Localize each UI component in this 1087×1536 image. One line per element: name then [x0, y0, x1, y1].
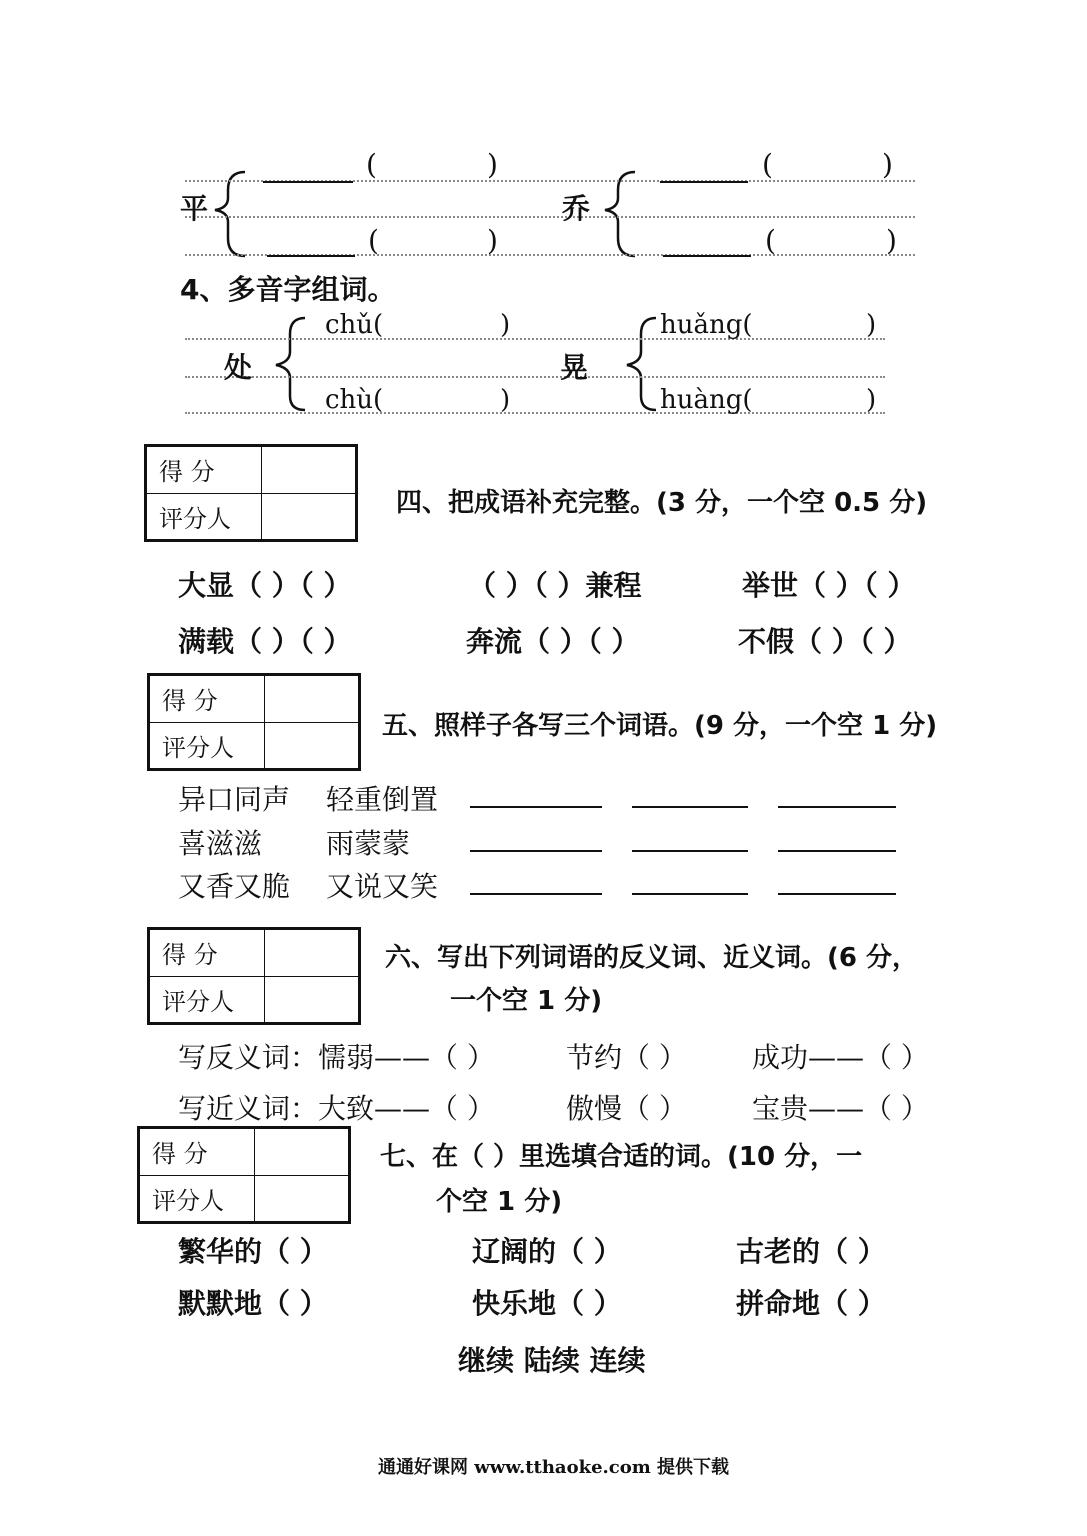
- grader-label: 评分人: [147, 493, 262, 540]
- answer-line[interactable]: [632, 893, 748, 895]
- grader-label: 评分人: [140, 1175, 255, 1222]
- grader-cell[interactable]: [254, 1175, 348, 1222]
- score-box: [137, 1126, 351, 1224]
- score-label: 得 分: [140, 1129, 255, 1176]
- score-cell[interactable]: [264, 930, 358, 977]
- paren-close: ): [500, 385, 511, 415]
- section-title: 六、写出下列词语的反义词、近义词。(6 分，: [385, 943, 919, 973]
- paren-close: ): [886, 224, 897, 257]
- footer-credit: 通通好课网 www.tthaoke.com 提供下载: [378, 1457, 730, 1478]
- score-cell[interactable]: [254, 1129, 348, 1176]
- idiom-1[interactable]: 大显（ ）（ ）: [178, 569, 352, 602]
- paren-close: ): [500, 310, 511, 340]
- section-title-cont: 一个空 1 分): [450, 986, 603, 1016]
- answer-line[interactable]: [660, 181, 748, 183]
- score-label: 得 分: [150, 676, 265, 723]
- char-chu: 处: [224, 351, 253, 384]
- paren-close: ): [866, 385, 877, 415]
- section-title: 4、多音字组词。: [180, 273, 396, 306]
- dotted-guide: [185, 216, 915, 218]
- score-box: [147, 673, 361, 771]
- paren-open: (: [366, 148, 377, 181]
- answer-line[interactable]: [778, 893, 896, 895]
- paren-close: ): [487, 148, 498, 181]
- section-title-cont: 个空 1 分): [436, 1187, 563, 1217]
- paren-open: (: [765, 224, 776, 257]
- answer-line[interactable]: [778, 806, 896, 808]
- fill-item[interactable]: 拼命地（ ）: [736, 1287, 886, 1320]
- fill-item[interactable]: 辽阔的（ ）: [472, 1235, 622, 1268]
- score-box: [147, 927, 361, 1025]
- answer-line[interactable]: [470, 806, 602, 808]
- antonym-item[interactable]: 节约（ ）: [566, 1041, 687, 1074]
- idiom-3[interactable]: 举世（ ）（ ）: [742, 569, 916, 602]
- grader-label: 评分人: [150, 976, 265, 1023]
- synonym-item[interactable]: 宝贵——（ ）: [752, 1092, 929, 1125]
- dotted-guide: [185, 338, 885, 340]
- char-huang: 晃: [560, 351, 589, 384]
- score-cell[interactable]: [261, 447, 355, 494]
- example-word: 又香又脆: [178, 870, 291, 903]
- fill-item[interactable]: 繁华的（ ）: [178, 1235, 328, 1268]
- example-word: 喜滋滋: [178, 827, 263, 860]
- char-ping: 平: [180, 192, 209, 225]
- synonym-item[interactable]: 傲慢（ ）: [566, 1092, 687, 1125]
- fill-item[interactable]: 快乐地（ ）: [472, 1287, 622, 1320]
- pinyin-chu3: chǔ(: [325, 310, 384, 340]
- answer-line[interactable]: [632, 850, 748, 852]
- paren-open: (: [762, 148, 773, 181]
- answer-line[interactable]: [470, 893, 602, 895]
- answer-line[interactable]: [263, 181, 353, 183]
- fill-item[interactable]: 默默地（ ）: [178, 1287, 328, 1320]
- dotted-guide: [185, 376, 885, 378]
- section-title: 五、照样子各写三个词语。(9 分，一个空 1 分): [382, 711, 938, 741]
- fill-item[interactable]: 古老的（ ）: [736, 1235, 886, 1268]
- char-qiao: 乔: [562, 192, 591, 225]
- idiom-5[interactable]: 奔流（ ）（ ）: [466, 625, 640, 658]
- idiom-2[interactable]: （ ）（ ）兼程: [468, 569, 642, 602]
- synonym-row[interactable]: 写近义词：大致——（ ）: [178, 1092, 495, 1125]
- antonym-row[interactable]: 写反义词：懦弱——（ ）: [178, 1041, 495, 1074]
- idiom-6[interactable]: 不假（ ）（ ）: [738, 625, 912, 658]
- example-word: 异口同声: [178, 783, 291, 816]
- section-title: 七、在（ ）里选填合适的词。(10 分，一: [380, 1142, 863, 1172]
- score-cell[interactable]: [264, 676, 358, 723]
- score-label: 得 分: [150, 930, 265, 977]
- section-title: 四、把成语补充完整。(3 分，一个空 0.5 分): [396, 488, 928, 518]
- answer-line[interactable]: [663, 255, 751, 257]
- grader-cell[interactable]: [264, 722, 358, 769]
- grader-cell[interactable]: [264, 976, 358, 1023]
- idiom-4[interactable]: 满载（ ）（ ）: [178, 625, 352, 658]
- antonym-item[interactable]: 成功——（ ）: [752, 1041, 929, 1074]
- paren-close: ): [882, 148, 893, 181]
- answer-line[interactable]: [267, 255, 355, 257]
- pinyin-huang4: huàng(: [660, 385, 753, 415]
- pinyin-huang3: huǎng(: [660, 310, 753, 340]
- example-word: 轻重倒置: [326, 783, 439, 816]
- word-choices: 继续 陆续 连续: [458, 1344, 646, 1377]
- example-word: 又说又笑: [326, 870, 439, 903]
- score-label: 得 分: [147, 447, 262, 494]
- answer-line[interactable]: [632, 806, 748, 808]
- paren-close: ): [866, 310, 877, 340]
- answer-line[interactable]: [470, 850, 602, 852]
- dotted-guide: [185, 412, 885, 414]
- answer-line[interactable]: [778, 850, 896, 852]
- paren-close: ): [487, 224, 498, 257]
- grader-label: 评分人: [150, 722, 265, 769]
- paren-open: (: [368, 224, 379, 257]
- example-word: 雨蒙蒙: [326, 827, 411, 860]
- pinyin-chu4: chù(: [325, 385, 384, 415]
- score-box: [144, 444, 358, 542]
- grader-cell[interactable]: [261, 493, 355, 540]
